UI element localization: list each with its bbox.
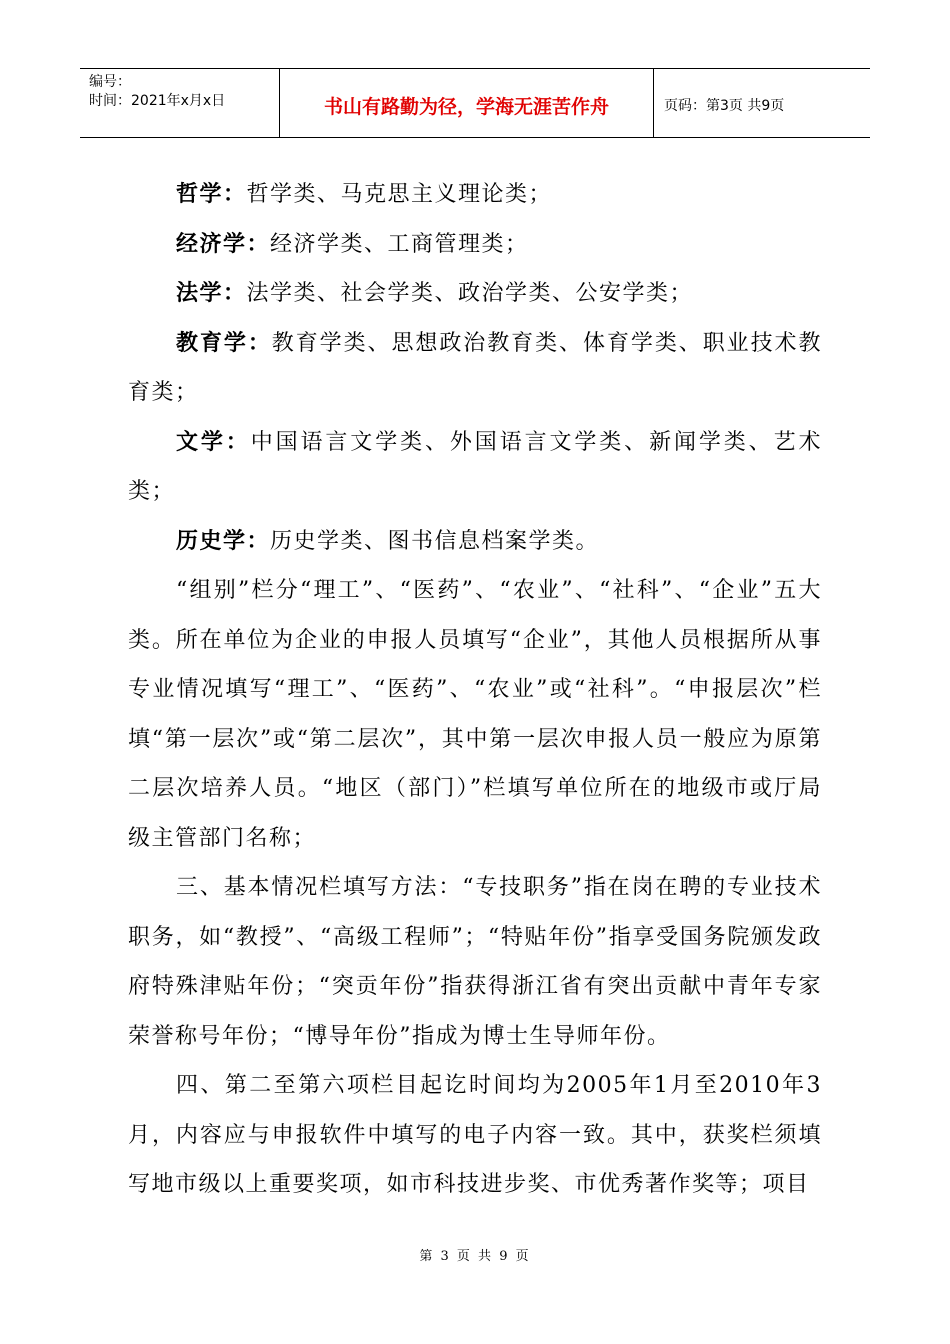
discipline-history — [128, 517, 822, 567]
document-body — [128, 170, 822, 1210]
page-footer: 第 3 页 共 9 页 — [419, 1249, 531, 1264]
discipline-economics — [128, 220, 822, 270]
discipline-text: 历史学类、图书信息档案学类。 — [270, 528, 600, 554]
discipline-name: 文学： — [176, 429, 251, 455]
discipline-name: 经济学： — [176, 231, 271, 257]
discipline-name: 法学： — [176, 281, 247, 306]
discipline-text: 法学类、社会学类、政治学类、公安学类； — [246, 281, 694, 306]
discipline-name: 哲学： — [176, 182, 247, 207]
discipline-text: 经济学类、工商管理类； — [270, 231, 529, 257]
discipline-education — [128, 319, 822, 418]
discipline-literature — [128, 418, 822, 517]
discipline-name: 历史学： — [176, 528, 271, 554]
time-label: 时间：2021年x月x日 — [89, 93, 226, 109]
discipline-text: 中国语言文学类、外国语言文学类、新闻学类、艺术类； — [128, 429, 822, 504]
page-header — [80, 68, 870, 138]
discipline-text: 哲学类、马克思主义理论类； — [246, 182, 553, 207]
header-page-info: 页码：第3页 共9页 — [664, 98, 785, 114]
discipline-text: 教育学类、思想政治教育类、体育学类、职业技术教育类； — [128, 330, 822, 405]
discipline-law — [128, 269, 822, 319]
paragraph-section-4: 四、第二至第六项栏目起讫时间均为2005年1月至2010年3月，内容应与申报软件中填写的电子内容一致。其中，获奖栏须填写地市级以上重要奖项，如市科技进步奖、市优秀著作奖等；项目 — [128, 1073, 822, 1197]
header-motto: 书山有路勤为径，学海无涯苦作舟 — [280, 69, 654, 137]
discipline-philosophy — [128, 170, 822, 220]
discipline-name: 教育学： — [176, 330, 272, 356]
paragraph-section-3: 三、基本情况栏填写方法：“专技职务”指在岗在聘的专业技术职务，如“教授”、“高级工程师”；“特贴年份”指享受国务院颁发政府特殊津贴年份；“突贡年份”指获得浙江省有突出贡献中青年专家荣誉称号年份；“博导年份”指成为博士生导师年份。 — [128, 875, 822, 1049]
paragraph-group: “组别”栏分“理工”、“医药”、“农业”、“社科”、“企业”五大类。所在单位为企业的申报人员填写“企业”，其他人员根据所从事专业情况填写“理工”、“医药”、“农业”或“社科”。“申报层次”栏填“第一层次”或“第二层次”，其中第一层次申报人员一般应为原第二层次培养人员。“地区（部门）”栏填写单位所在的地级市或厅局级主管部门名称； — [128, 578, 822, 851]
header-meta — [80, 69, 280, 137]
number-label: 编号： — [89, 74, 131, 90]
